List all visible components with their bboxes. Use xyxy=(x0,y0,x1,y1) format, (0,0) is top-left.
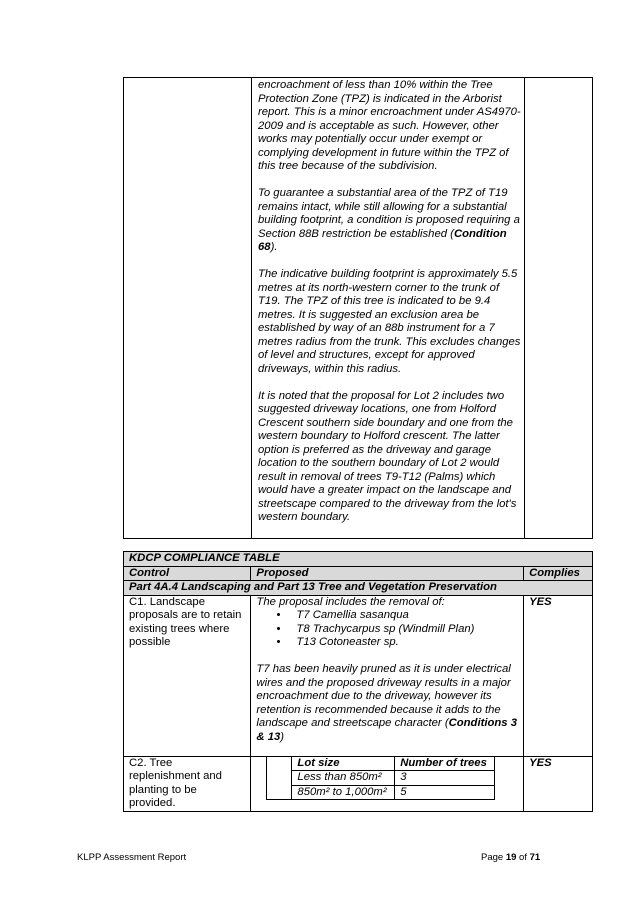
footer-report-title: KLPP Assessment Report xyxy=(77,852,187,863)
table-header-row xyxy=(124,566,593,581)
lot-table-header xyxy=(267,757,495,771)
table-row xyxy=(124,595,593,756)
kdcp-compliance-table xyxy=(123,551,593,812)
paragraph: The indicative building footprint is approximately 5.5 metres at its north-western corner to the trunk of T19. The TPZ of this tree is indicated to be 9.4 metres. It is suggested an exclusion area be established by way of an 88b instrument for a 7 metres radius from the trunk. This excludes changes of level and structures, except for approved driveways, within this radius. xyxy=(258,268,521,375)
paren: ( xyxy=(450,227,454,240)
list-item: • T8 Trachycarpus sp (Windmill Plan) xyxy=(290,623,518,637)
control-cell xyxy=(124,595,251,756)
removed-trees-list xyxy=(256,609,518,650)
paren: ). xyxy=(270,241,278,253)
tree-count-value: 3 xyxy=(395,771,495,786)
paragraph: It is noted that the proposal for Lot 2 includes two suggested driveway locations, one from Holford Crescent southern side boundary and one from the western boundary to Holford crescent. The latter option is preferred as the driveway and garage location to the southern boundary of Lot 2 would result in removal of trees T9-T12 (Palms) which would have a greater impact on the landscape and streetscape compared to the driveway from the lot's western boundary. xyxy=(258,389,517,523)
column-divider xyxy=(251,78,252,538)
current-page: 19 xyxy=(505,852,517,863)
list-item: • T7 Camellia sasanqua xyxy=(290,609,518,623)
note-text: T7 has been heavily pruned as it is under electrical wires and the proposed driveway results in a major encroachment due to the driveway, however its retention is recommended because it adds to the landscape and streetscape character xyxy=(256,663,511,729)
proposed-cell xyxy=(251,595,524,756)
footer-page-number xyxy=(481,852,540,863)
condition-reference: Conditions 3 & 13 xyxy=(256,717,517,743)
spacer-cell xyxy=(267,757,292,800)
paren: ( xyxy=(444,717,449,729)
lot-table-row xyxy=(267,785,495,800)
control-cell xyxy=(124,756,251,811)
table-title: KDCP COMPLIANCE TABLE xyxy=(124,552,593,567)
condition-reference: Condition 68 xyxy=(258,227,507,253)
proposal-intro: The proposal includes the removal of: xyxy=(256,595,445,608)
tree-count-value: 5 xyxy=(395,785,495,800)
page-prefix: Page xyxy=(481,852,506,863)
lot-size-value: Less than 850m² xyxy=(292,771,395,786)
paragraph xyxy=(258,187,522,255)
proposed-cell xyxy=(251,756,524,811)
section-row xyxy=(124,581,593,596)
table-title-row xyxy=(124,552,593,567)
column-header-complies: Complies xyxy=(524,566,593,581)
complies-cell: YES xyxy=(524,595,593,756)
control-text: C2. Tree replenishment and planting to be provided. xyxy=(129,756,222,809)
proposal-note xyxy=(256,663,518,744)
column-header-control: Control xyxy=(124,566,251,581)
table-row xyxy=(124,756,593,811)
total-pages: 71 xyxy=(529,852,541,863)
paragraph: encroachment of less than 10% within the Tree Protection Zone (TPZ) is indicated in the Arborist report. This is a minor encroachment under AS4970-2009 and is acceptable as such. However, other works may potentially occur under exempt or complying development in future within the TPZ of this tree because of the subdivision. xyxy=(258,79,521,172)
paragraph-text: To guarantee a substantial area of the TPZ of T19 remains intact, while still allowing for a substantial building footprint, a condition is proposed requiring a Section 88B restriction be established xyxy=(258,187,520,240)
control-text: C1. Landscape proposals are to retain existing trees where possible xyxy=(129,595,242,648)
lot-size-value: 850m² to 1,000m² xyxy=(292,785,395,800)
header-number-of-trees: Number of trees xyxy=(395,757,495,771)
header-lot-size: Lot size xyxy=(292,757,395,771)
continuation-table xyxy=(123,77,593,539)
column-header-proposed: Proposed xyxy=(251,566,524,581)
paren: ) xyxy=(280,730,285,743)
page-separator: of xyxy=(516,852,530,863)
lot-table-row xyxy=(267,771,495,786)
lot-size-table xyxy=(266,757,495,801)
list-item: • T13 Cotoneaster sp. xyxy=(290,636,518,650)
assessment-text xyxy=(258,79,522,525)
section-heading: Part 4A.4 Landscaping and Part 13 Tree and Vegetation Preservation xyxy=(124,581,593,596)
complies-cell: YES xyxy=(524,756,593,811)
column-divider xyxy=(524,78,525,538)
